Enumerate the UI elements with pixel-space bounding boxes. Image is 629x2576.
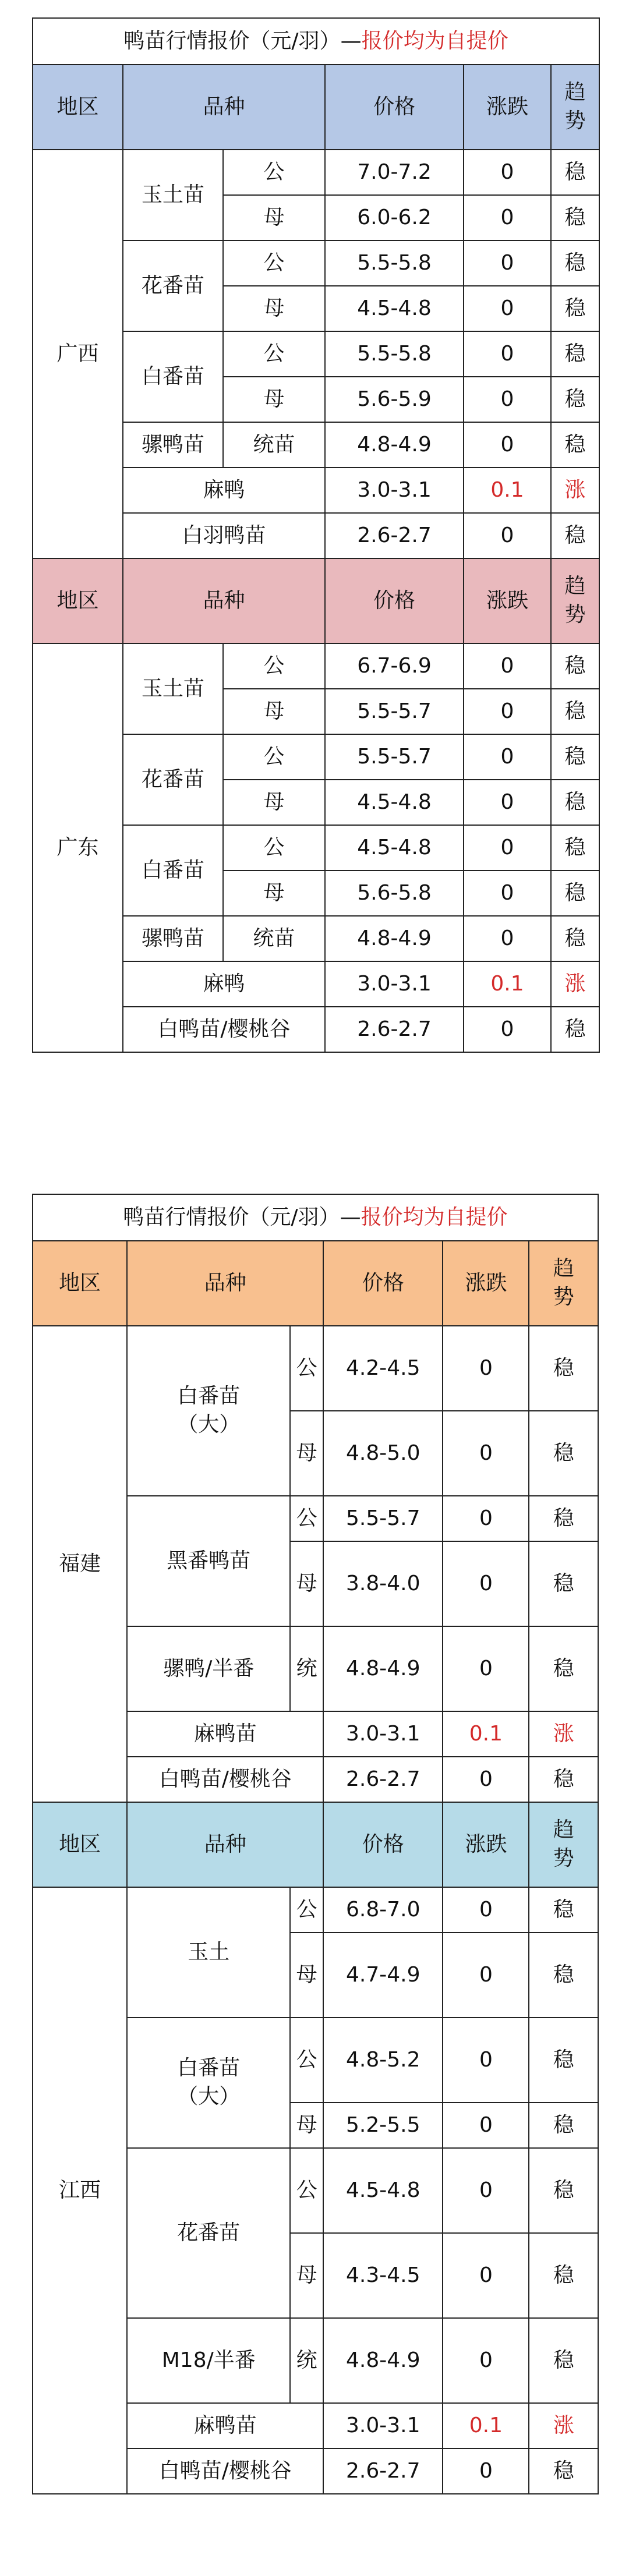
table-row: 麻鸭 3.0-3.1 0.1 涨 (33, 468, 599, 513)
title-main: 鸭苗行情报价（元/羽） (123, 29, 341, 53)
region-cell: 广东 (33, 643, 123, 1052)
header-row: 地区 品种 价格 涨跌 趋势 (33, 1241, 598, 1326)
table-row: 母 3.8-4.0 0 稳 (33, 1541, 598, 1626)
table-row: M18/半番 统 4.8-4.9 0 稳 (33, 2318, 598, 2403)
table-row: 母 5.5-5.7 0 稳 (33, 689, 599, 734)
region-cell: 福建 (33, 1326, 127, 1802)
table-row: 麻鸭 3.0-3.1 0.1 涨 (33, 961, 599, 1007)
title-note: 报价均为自提价 (361, 29, 508, 53)
table-title: 鸭苗行情报价（元/羽）—报价均为自提价 (33, 18, 599, 65)
header-region: 地区 (33, 65, 123, 150)
table-row: 白羽鸭苗 2.6-2.7 0 稳 (33, 513, 599, 558)
table-row: 母 5.2-5.5 0 稳 (33, 2103, 598, 2148)
change-rise: 0.1 (443, 2403, 529, 2448)
table-row: 白番苗 公 4.5-4.8 0 稳 (33, 825, 599, 871)
table-row: 母 4.5-4.8 0 稳 (33, 780, 599, 825)
table-row: 江西 玉土 公 6.8-7.0 0 稳 (33, 1887, 598, 1933)
trend-rise: 涨 (529, 2403, 598, 2448)
header-price: 价格 (325, 65, 464, 150)
table-row: 白番苗 公 5.5-5.8 0 稳 (33, 331, 599, 377)
table-row: 花番苗 公 5.5-5.8 0 稳 (33, 240, 599, 286)
trend-rise: 涨 (551, 961, 599, 1007)
header-row (33, 65, 599, 150)
table-row: 麻鸭苗 3.0-3.1 0.1 涨 (33, 2403, 598, 2448)
table-row: 母 5.6-5.9 0 稳 (33, 377, 599, 422)
header-variety: 品种 (123, 65, 325, 150)
table-row: 母 4.3-4.5 0 稳 (33, 2233, 598, 2318)
header-change: 涨跌 (464, 65, 551, 150)
region-cell: 广西 (33, 150, 123, 558)
table-row: 母 4.7-4.9 0 稳 (33, 1933, 598, 2018)
price-table-2 (32, 1194, 599, 2494)
table-row: 母 6.0-6.2 0 稳 (33, 195, 599, 240)
table-row: 黑番鸭苗 公 5.5-5.7 0 稳 (33, 1496, 598, 1541)
price-table-1 (32, 17, 599, 1053)
variety-cell: 玉土苗 (123, 150, 223, 240)
change-rise: 0.1 (464, 961, 551, 1007)
trend-rise: 涨 (529, 1711, 598, 1757)
table-row: 骡鸭苗 统苗 4.8-4.9 0 稳 (33, 422, 599, 468)
table-row: 白番苗（大） 公 4.8-5.2 0 稳 (33, 2018, 598, 2103)
trend-rise: 涨 (551, 468, 599, 513)
change-rise: 0.1 (464, 468, 551, 513)
header-row: 地区 品种 价格 涨跌 趋势 (33, 558, 599, 643)
table-row: 母 5.6-5.8 0 稳 (33, 871, 599, 916)
table-row: 花番苗 公 4.5-4.8 0 稳 (33, 2148, 598, 2233)
header-trend: 趋势 (551, 65, 599, 150)
table-row: 骡鸭苗 统苗 4.8-4.9 0 稳 (33, 916, 599, 961)
table-row: 骡鸭/半番 统 4.8-4.9 0 稳 (33, 1626, 598, 1711)
table-row: 广东 玉土苗 公 6.7-6.9 0 稳 (33, 643, 599, 689)
table-row: 母 4.5-4.8 0 稳 (33, 286, 599, 331)
region-cell: 江西 (33, 1887, 127, 2494)
table-row: 福建 白番苗（大） 公 4.2-4.5 0 稳 (33, 1326, 598, 1411)
table-title: 鸭苗行情报价（元/羽）—报价均为自提价 (33, 1194, 598, 1241)
table-row: 白鸭苗/樱桃谷 2.6-2.7 0 稳 (33, 2448, 598, 2494)
price-cell: 7.0-7.2 (325, 150, 464, 195)
change-rise: 0.1 (443, 1711, 529, 1757)
table-row: 广西 玉土苗 公 7.0-7.2 0 稳 (33, 150, 599, 195)
table-row: 白鸭苗/樱桃谷 2.6-2.7 0 稳 (33, 1007, 599, 1052)
table-row: 母 4.8-5.0 0 稳 (33, 1411, 598, 1496)
table-row: 花番苗 公 5.5-5.7 0 稳 (33, 734, 599, 780)
table-row: 麻鸭苗 3.0-3.1 0.1 涨 (33, 1711, 598, 1757)
table-row: 白鸭苗/樱桃谷 2.6-2.7 0 稳 (33, 1757, 598, 1802)
header-row: 地区 品种 价格 涨跌 趋势 (33, 1802, 598, 1887)
